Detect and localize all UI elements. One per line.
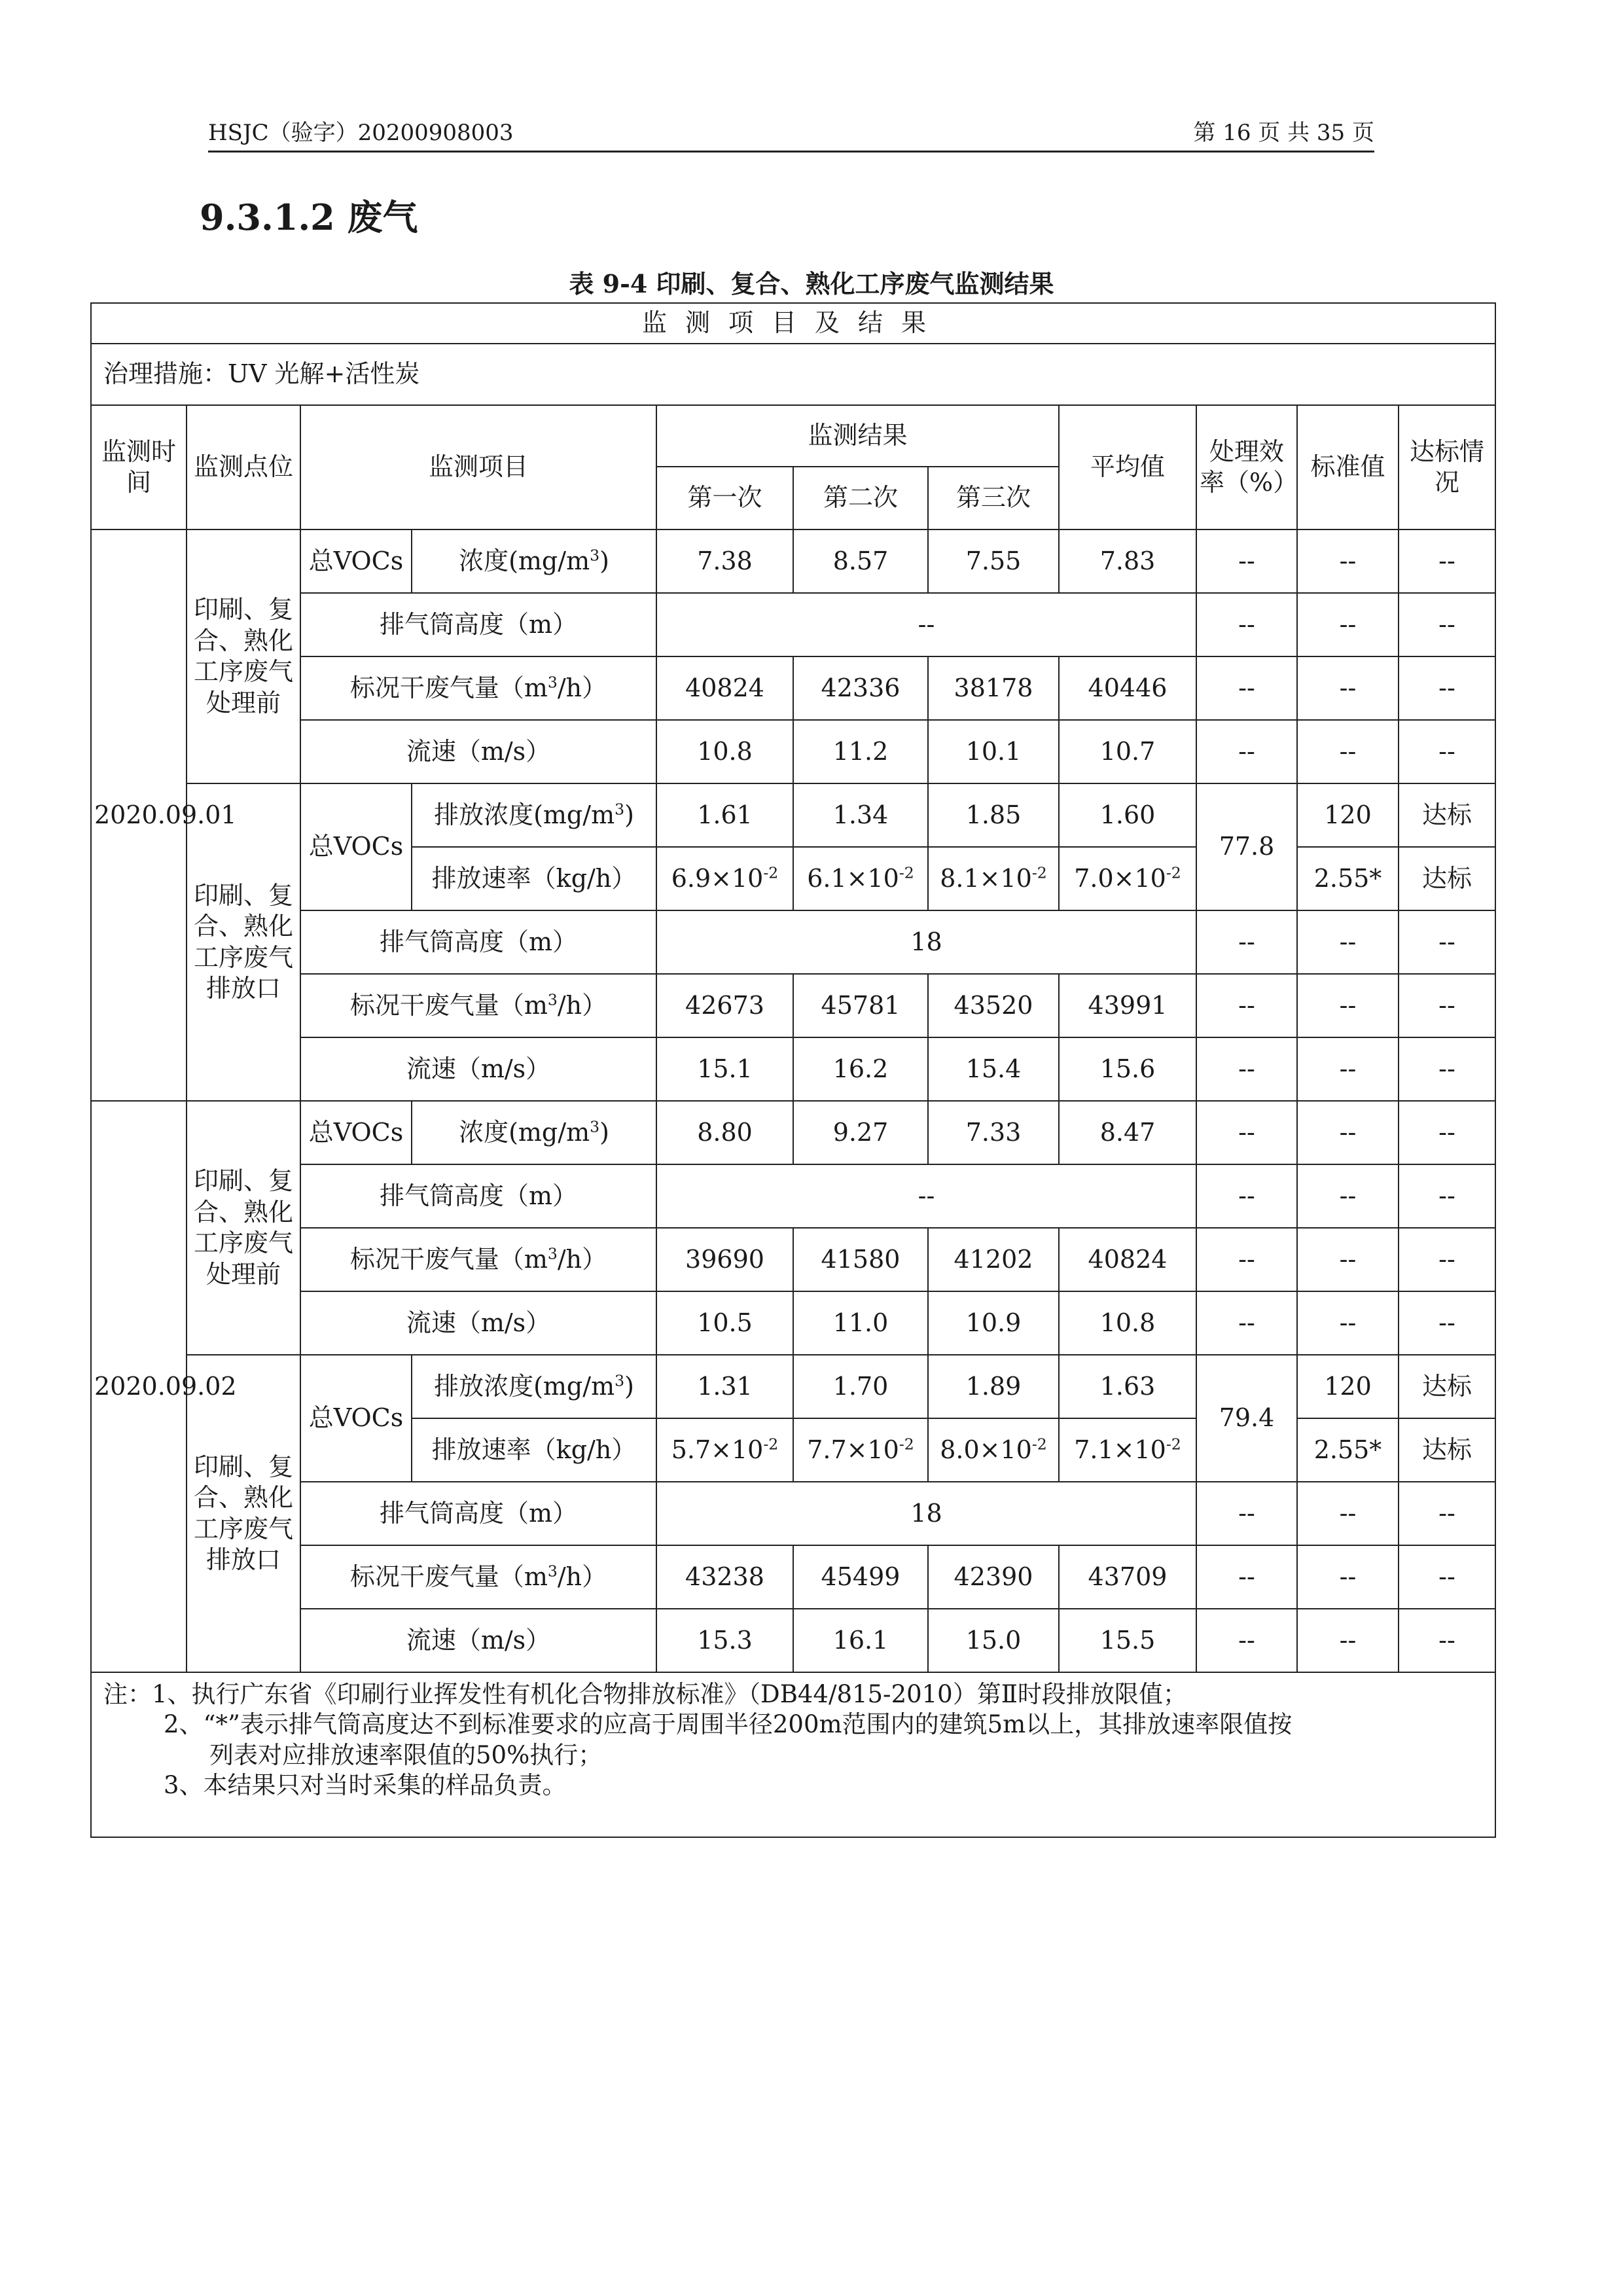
compliance-cell: 达标 (1399, 1418, 1495, 1482)
emission-concentration-label: 排放浓度$(mg/m^3)$ (412, 1355, 656, 1418)
value-cell: 1.61 (656, 783, 793, 847)
table-row (91, 656, 1495, 720)
value-cell: $6.1\times 10^{-2}$ (793, 847, 928, 910)
compliance-cell: -- (1399, 529, 1495, 593)
compliance-cell: -- (1399, 974, 1495, 1037)
table-row (91, 1609, 1495, 1672)
value-cell: 15.5 (1059, 1609, 1196, 1672)
standard-cell: -- (1297, 1037, 1399, 1101)
efficiency-cell: -- (1196, 974, 1297, 1037)
total-vocs-label: 总VOCs (300, 529, 412, 593)
header-average: 平均值 (1059, 405, 1196, 529)
header-efficiency: 处理效率（%） (1196, 405, 1297, 529)
note-2-cont: 列表对应排放速率限值的50%执行； (209, 1740, 603, 1769)
table-row (91, 974, 1495, 1037)
standard-cell: 120 (1297, 783, 1399, 847)
point-before-treatment: 印刷、复合、熟化工序废气处理前 (187, 1101, 300, 1355)
value-cell: $7.7\times 10^{-2}$ (793, 1418, 928, 1482)
compliance-cell: -- (1399, 720, 1495, 783)
standard-cell: -- (1297, 1164, 1399, 1228)
efficiency-cell: -- (1196, 529, 1297, 593)
efficiency-cell: -- (1196, 1609, 1297, 1672)
value-cell: 18 (656, 1482, 1196, 1545)
compliance-cell: -- (1399, 1545, 1495, 1609)
header-point: 监测点位 (187, 405, 300, 529)
value-cell: 8.47 (1059, 1101, 1196, 1164)
efficiency-cell: 79.4 (1196, 1355, 1297, 1482)
efficiency-cell: -- (1196, 1291, 1297, 1355)
value-cell: 7.83 (1059, 529, 1196, 593)
document-number: HSJC（验字）20200908003 (208, 120, 514, 146)
emission-rate-label: 排放速率（kg/h） (412, 1418, 656, 1482)
value-cell: 42336 (793, 656, 928, 720)
header-first: 第一次 (656, 467, 793, 529)
value-cell: -- (656, 1164, 1196, 1228)
standard-cell: -- (1297, 1545, 1399, 1609)
header-second: 第二次 (793, 467, 928, 529)
header-third: 第三次 (928, 467, 1059, 529)
note-3: 3、本结果只对当时采集的样品负责。 (164, 1770, 567, 1799)
standard-cell: -- (1297, 1291, 1399, 1355)
value-cell: 10.7 (1059, 720, 1196, 783)
value-cell: 40824 (1059, 1228, 1196, 1291)
table-caption: 表 9-4 印刷、复合、熟化工序废气监测结果 (569, 269, 1054, 298)
value-cell: $7.1\times 10^{-2}$ (1059, 1418, 1196, 1482)
compliance-cell: -- (1399, 1228, 1495, 1291)
compliance-cell: 达标 (1399, 847, 1495, 910)
value-cell: 8.57 (793, 529, 928, 593)
standard-cell: -- (1297, 910, 1399, 974)
flow-label: 标况干废气量$(m^3/h)$ (300, 656, 656, 720)
standard-cell: -- (1297, 974, 1399, 1037)
standard-cell: -- (1297, 720, 1399, 783)
standard-cell: -- (1297, 1101, 1399, 1164)
flow-label: 标况干废气量$(m^3/h)$ (300, 1228, 656, 1291)
value-cell: 41202 (928, 1228, 1059, 1291)
value-cell: 43238 (656, 1545, 793, 1609)
efficiency-cell: -- (1196, 1545, 1297, 1609)
value-cell: $8.1\times 10^{-2}$ (928, 847, 1059, 910)
table-row (91, 1164, 1495, 1228)
total-vocs-label: 总VOCs (300, 1355, 412, 1482)
compliance-cell: 达标 (1399, 1355, 1495, 1418)
standard-cell: -- (1297, 1228, 1399, 1291)
stack-height-label: 排气筒高度（m） (300, 593, 656, 656)
efficiency-cell: -- (1196, 1228, 1297, 1291)
standard-cell: 2.55* (1297, 1418, 1399, 1482)
value-cell: 42390 (928, 1545, 1059, 1609)
efficiency-cell: -- (1196, 593, 1297, 656)
table-row (91, 1545, 1495, 1609)
page-header (208, 117, 1374, 152)
value-cell: 8.80 (656, 1101, 793, 1164)
value-cell: 1.70 (793, 1355, 928, 1418)
value-cell: 1.89 (928, 1355, 1059, 1418)
standard-cell: -- (1297, 529, 1399, 593)
value-cell: 45499 (793, 1545, 928, 1609)
table-row (91, 1355, 1495, 1418)
value-cell: 45781 (793, 974, 928, 1037)
table-title-row (91, 303, 1495, 344)
notes-cell (91, 1672, 1495, 1837)
notes-row (91, 1672, 1495, 1837)
value-cell: 15.6 (1059, 1037, 1196, 1101)
efficiency-cell: -- (1196, 720, 1297, 783)
value-cell: 11.2 (793, 720, 928, 783)
value-cell: 40446 (1059, 656, 1196, 720)
value-cell: 7.38 (656, 529, 793, 593)
value-cell: 1.85 (928, 783, 1059, 847)
monitoring-results-table (90, 302, 1496, 1838)
stack-height-label: 排气筒高度（m） (300, 910, 656, 974)
table-row (91, 1101, 1495, 1164)
value-cell: 16.1 (793, 1609, 928, 1672)
date-cell: 2020.09.01 (91, 529, 187, 1101)
table-row (91, 720, 1495, 783)
value-cell: 40824 (656, 656, 793, 720)
concentration-label: 浓度$(mg/m^3)$ (412, 1101, 656, 1164)
compliance-cell: -- (1399, 593, 1495, 656)
treatment-measures: 治理措施：UV 光解+活性炭 (91, 344, 1495, 405)
header-results: 监测结果 (656, 405, 1059, 467)
compliance-cell: -- (1399, 1482, 1495, 1545)
value-cell: 1.34 (793, 783, 928, 847)
value-cell: $8.0\times 10^{-2}$ (928, 1418, 1059, 1482)
standard-cell: 120 (1297, 1355, 1399, 1418)
concentration-label: 浓度$(mg/m^3)$ (412, 529, 656, 593)
value-cell: 43709 (1059, 1545, 1196, 1609)
standard-cell: -- (1297, 1609, 1399, 1672)
value-cell: $6.9\times 10^{-2}$ (656, 847, 793, 910)
total-vocs-label: 总VOCs (300, 1101, 412, 1164)
value-cell: 39690 (656, 1228, 793, 1291)
table-row (91, 1291, 1495, 1355)
header-standard: 标准值 (1297, 405, 1399, 529)
value-cell: 11.0 (793, 1291, 928, 1355)
stack-height-label: 排气筒高度（m） (300, 1164, 656, 1228)
table-row (91, 910, 1495, 974)
standard-cell: -- (1297, 593, 1399, 656)
compliance-cell: -- (1399, 656, 1495, 720)
flow-label: 标况干废气量$(m^3/h)$ (300, 974, 656, 1037)
note-1: 注：1、执行广东省《印刷行业挥发性有机化合物排放标准》（DB44/815-2010）第Ⅱ时段排放限值； (103, 1680, 1187, 1708)
velocity-label: 流速（m/s） (300, 720, 656, 783)
value-cell: 15.1 (656, 1037, 793, 1101)
header-row-1 (91, 405, 1495, 467)
total-vocs-label: 总VOCs (300, 783, 412, 910)
value-cell: 38178 (928, 656, 1059, 720)
velocity-label: 流速（m/s） (300, 1609, 656, 1672)
note-2: 2、“*”表示排气筒高度达不到标准要求的应高于周围半径200m范围内的建筑5m以上，其排放速率限值按 (164, 1710, 1293, 1739)
point-outlet: 印刷、复合、熟化工序废气排放口 (187, 783, 300, 1101)
velocity-label: 流速（m/s） (300, 1037, 656, 1101)
compliance-cell: -- (1399, 1037, 1495, 1101)
compliance-cell: 达标 (1399, 783, 1495, 847)
header-compliance: 达标情况 (1399, 405, 1495, 529)
efficiency-cell: -- (1196, 656, 1297, 720)
flow-label: 标况干废气量$(m^3/h)$ (300, 1545, 656, 1609)
value-cell: 16.2 (793, 1037, 928, 1101)
point-before-treatment: 印刷、复合、熟化工序废气处理前 (187, 529, 300, 783)
compliance-cell: -- (1399, 1291, 1495, 1355)
value-cell: 10.5 (656, 1291, 793, 1355)
value-cell: 7.55 (928, 529, 1059, 593)
value-cell: 42673 (656, 974, 793, 1037)
treatment-row (91, 344, 1495, 405)
standard-cell: -- (1297, 656, 1399, 720)
value-cell: 1.60 (1059, 783, 1196, 847)
value-cell: $7.0\times 10^{-2}$ (1059, 847, 1196, 910)
value-cell: 7.33 (928, 1101, 1059, 1164)
standard-cell: -- (1297, 1482, 1399, 1545)
value-cell: 1.31 (656, 1355, 793, 1418)
table-row (91, 1037, 1495, 1101)
table-row (91, 1482, 1495, 1545)
efficiency-cell: -- (1196, 910, 1297, 974)
compliance-cell: -- (1399, 1609, 1495, 1672)
value-cell: 43520 (928, 974, 1059, 1037)
value-cell: $5.7\times 10^{-2}$ (656, 1418, 793, 1482)
compliance-cell: -- (1399, 1164, 1495, 1228)
emission-rate-label: 排放速率（kg/h） (412, 847, 656, 910)
value-cell: 10.8 (1059, 1291, 1196, 1355)
compliance-cell: -- (1399, 1101, 1495, 1164)
efficiency-cell: 77.8 (1196, 783, 1297, 910)
standard-cell: 2.55* (1297, 847, 1399, 910)
value-cell: 10.8 (656, 720, 793, 783)
efficiency-cell: -- (1196, 1164, 1297, 1228)
table-row (91, 529, 1495, 593)
stack-height-label: 排气筒高度（m） (300, 1482, 656, 1545)
efficiency-cell: -- (1196, 1482, 1297, 1545)
section-title: 9.3.1.2 废气 (200, 196, 418, 238)
value-cell: 10.9 (928, 1291, 1059, 1355)
value-cell: 43991 (1059, 974, 1196, 1037)
value-cell: 1.63 (1059, 1355, 1196, 1418)
table-title: 监测项目及结果 (91, 303, 1495, 344)
value-cell: 9.27 (793, 1101, 928, 1164)
value-cell: 18 (656, 910, 1196, 974)
efficiency-cell: -- (1196, 1037, 1297, 1101)
emission-concentration-label: 排放浓度$(mg/m^3)$ (412, 783, 656, 847)
date-cell: 2020.09.02 (91, 1101, 187, 1672)
velocity-label: 流速（m/s） (300, 1291, 656, 1355)
value-cell: 15.3 (656, 1609, 793, 1672)
value-cell: 15.0 (928, 1609, 1059, 1672)
value-cell: 10.1 (928, 720, 1059, 783)
table-row (91, 593, 1495, 656)
efficiency-cell: -- (1196, 1101, 1297, 1164)
header-item: 监测项目 (300, 405, 656, 529)
point-outlet: 印刷、复合、熟化工序废气排放口 (187, 1355, 300, 1672)
table-row (91, 1228, 1495, 1291)
value-cell: 41580 (793, 1228, 928, 1291)
page-number: 第 16 页 共 35 页 (1193, 120, 1374, 146)
value-cell: -- (656, 593, 1196, 656)
compliance-cell: -- (1399, 910, 1495, 974)
value-cell: 15.4 (928, 1037, 1059, 1101)
table-row (91, 783, 1495, 847)
header-time: 监测时间 (91, 405, 187, 529)
